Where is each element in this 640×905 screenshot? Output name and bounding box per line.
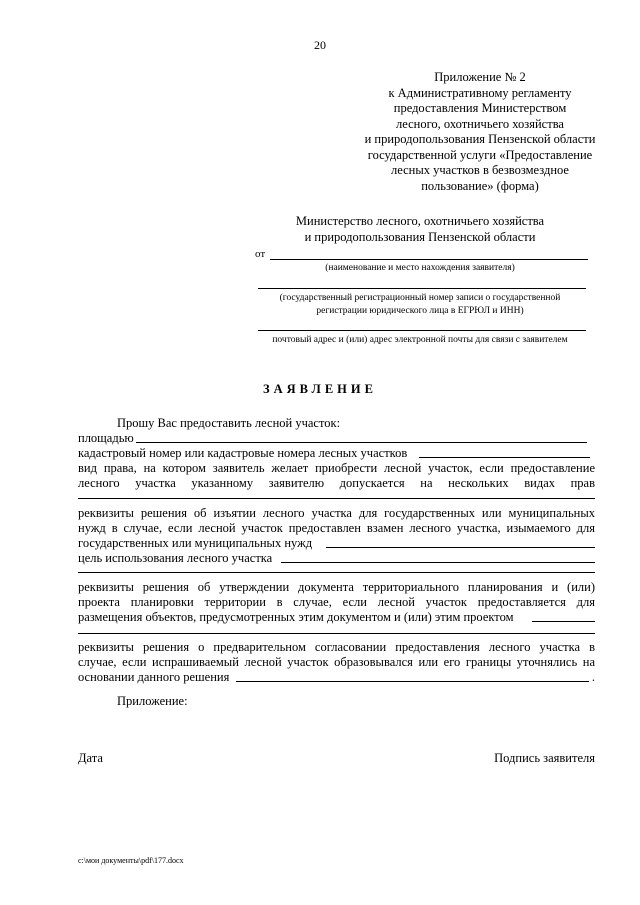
- appendix-line: пользование» (форма): [421, 178, 539, 193]
- prelim-label: основании данного решения: [78, 670, 230, 684]
- appendix-line: предоставления Министерством: [393, 101, 567, 115]
- appendix-line: лесного, охотничьего хозяйства: [396, 116, 564, 131]
- planning-underline: [532, 621, 595, 622]
- signature-label: Подпись заявителя: [494, 751, 595, 765]
- prelim-line-3: [78, 670, 595, 685]
- area-line: [78, 431, 595, 446]
- appendix-header: [330, 70, 630, 194]
- registration-note-line: регистрации юридического лица в ЕГРЮЛ и ИНН): [316, 305, 524, 316]
- appendix-line: к Административному регламенту: [388, 85, 572, 100]
- attachment-label: Приложение:: [117, 694, 188, 708]
- seizure-line-1: реквизиты решения об изъятии лесного участка для государственных или муниципальных: [78, 506, 595, 520]
- right-line-1: вид права, на котором заявитель желает приобрести лесной участок, если предоставление: [78, 461, 595, 475]
- file-path-footer: c:\мои документы\pdf\177.docx: [78, 856, 184, 865]
- planning-line-3: [78, 610, 595, 625]
- area-underline: [136, 442, 587, 443]
- right-line-2: лесного участка указанному заявителю допускается на нескольких видах прав: [78, 476, 595, 490]
- purpose-underline: [281, 562, 595, 563]
- address-note: почтовый адрес и (или) адрес электронной почты для связи с заявителем: [272, 335, 568, 345]
- cadastral-underline: [419, 457, 590, 458]
- planning-label: размещения объектов, предусмотренных этим документом и (или) этим проектом: [78, 610, 514, 624]
- seizure-label: государственных или муниципальных нужд: [78, 536, 313, 550]
- registration-note-line: (государственный регистрационный номер записи о государственной: [279, 293, 561, 303]
- intro-line: Прошу Вас предоставить лесной участок:: [117, 416, 341, 430]
- applicant-name-note: (наименование и место нахождения заявителя): [325, 263, 515, 273]
- addressee-line: и природопользования Пензенской области: [304, 229, 536, 244]
- from-underline: [270, 259, 588, 260]
- purpose-extra-underline: [78, 572, 595, 573]
- seizure-line-3: [78, 536, 595, 551]
- addressee-block: [250, 214, 590, 245]
- date-label: Дата: [78, 751, 103, 765]
- planning-line-2: проекта планировки территории в случае, если лесной участок предоставляется для: [78, 595, 595, 609]
- document-title: ЗАЯВЛЕНИЕ: [263, 382, 377, 396]
- planning-line-1: реквизиты решения об утверждении документа территориального планирования и (или): [78, 580, 595, 594]
- prelim-line-1: реквизиты решения о предварительном согласовании предоставления лесного участка в: [78, 640, 595, 654]
- right-underline: [78, 498, 595, 499]
- prelim-underline: [236, 681, 589, 682]
- registration-underline: [258, 288, 586, 289]
- from-label: от: [255, 248, 266, 260]
- prelim-line-2: случае, если испрашиваемый лесной участок образовывался или его границы уточнялись на: [78, 655, 595, 669]
- seizure-underline: [326, 547, 595, 548]
- purpose-label: цель использования лесного участка: [78, 551, 273, 565]
- appendix-line: Приложение № 2: [434, 70, 526, 84]
- address-underline: [258, 330, 586, 331]
- appendix-line: лесных участков в безвозмездное: [391, 163, 569, 177]
- seizure-line-2: нужд в случае, если лесной участок предоставлен взамен лесного участка, изымаемого для: [78, 521, 595, 535]
- cadastral-label: кадастровый номер или кадастровые номера лесных участков: [78, 446, 408, 460]
- purpose-line: [78, 551, 595, 566]
- page-number: 20: [314, 38, 326, 52]
- from-field: [255, 248, 588, 262]
- planning-extra-underline: [78, 633, 595, 634]
- appendix-line: государственной услуги «Предоставление: [367, 147, 593, 162]
- prelim-period: .: [591, 670, 595, 684]
- appendix-line: и природопользования Пензенской области: [364, 132, 596, 146]
- area-label: площадью: [78, 431, 134, 445]
- cadastral-line: [78, 446, 595, 461]
- registration-note: [250, 292, 590, 317]
- addressee-line: Министерство лесного, охотничьего хозяйства: [295, 214, 545, 228]
